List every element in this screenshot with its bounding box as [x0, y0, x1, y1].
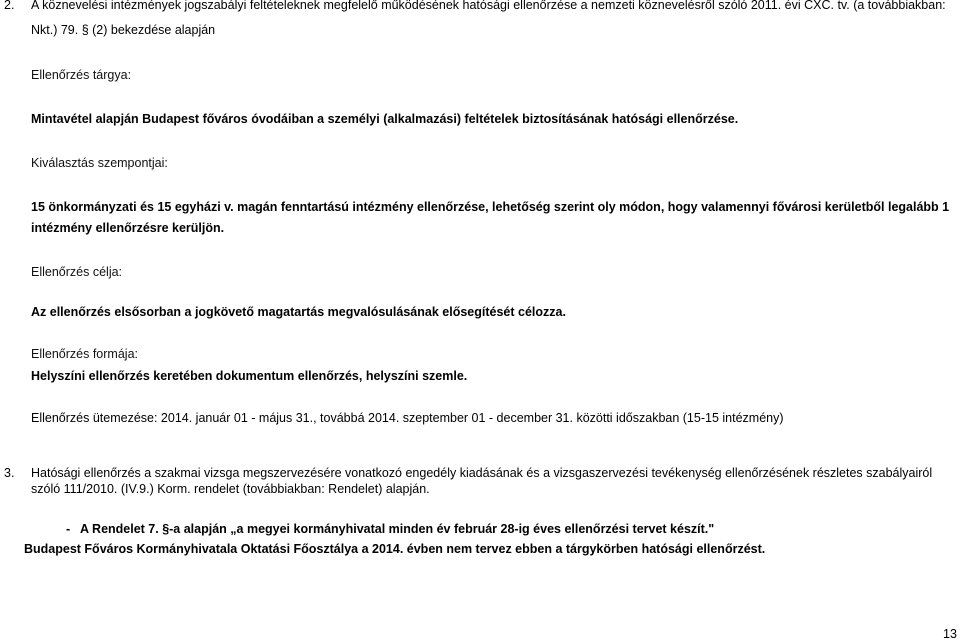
selection-text-line2: intézmény ellenőrzésre kerüljön.: [31, 221, 225, 235]
bullet-text: A Rendelet 7. §-a alapján „a megyei kormányhivatal minden év február 28-ig éves ellenőrzési tervet készít.": [80, 522, 715, 536]
subject-text: Mintavétel alapján Budapest főváros óvodáiban a személyi (alkalmazási) feltételek biztosításának hatósági ellenőrzése.: [31, 112, 739, 126]
subject-label: Ellenőrzés tárgya:: [31, 68, 132, 82]
form-label: Ellenőrzés formája:: [31, 347, 138, 361]
schedule-text: Ellenőrzés ütemezése: 2014. január 01 - május 31., továbbá 2014. szeptember 01 - december 31. közötti időszakban (15-15 intézmény): [31, 411, 784, 425]
item-3-number: 3.: [4, 466, 15, 480]
goal-label: Ellenőrzés célja:: [31, 265, 123, 279]
item-2-text-line1: A köznevelési intézmények jogszabályi feltételeknek megfelelő működésének hatósági ellenőrzése a nemzeti köznevelésről szóló 2011. évi CXC. tv. (a továbbiakban:: [31, 0, 946, 12]
selection-label: Kiválasztás szempontjai:: [31, 156, 168, 170]
item-3-text-line1: Hatósági ellenőrzés a szakmai vizsga megszervezésére vonatkozó engedély kiadásának és a vizsgaszervezési tevékenység ellenőrzésének részletes szabályairól: [31, 466, 933, 480]
selection-text-line1: 15 önkormányzati és 15 egyházi v. magán fenntartású intézmény ellenőrzése, lehetőség szerint oly módon, hogy valamennyi fővárosi kerületből legalább 1: [31, 200, 950, 214]
goal-text: Az ellenőrzés elsősorban a jogkövető magatartás megvalósulásának elősegítését célozza.: [31, 305, 566, 319]
item-3-text-line2: szóló 111/2010. (IV.9.) Korm. rendelet (továbbiakban: Rendelet) alapján.: [31, 482, 430, 496]
item-2-number: 2.: [4, 0, 15, 12]
bullet-continuation: Budapest Főváros Kormányhivatala Oktatási Főosztálya a 2014. évben nem tervez ebben a tárgykörben hatósági ellenőrzést.: [24, 542, 766, 556]
form-text: Helyszíni ellenőrzés keretében dokumentum ellenőrzés, helyszíni szemle.: [31, 369, 468, 383]
item-2-text-line2: Nkt.) 79. § (2) bekezdése alapján: [31, 23, 216, 37]
bullet-dash: -: [66, 522, 71, 536]
page-number: 13: [943, 627, 957, 641]
